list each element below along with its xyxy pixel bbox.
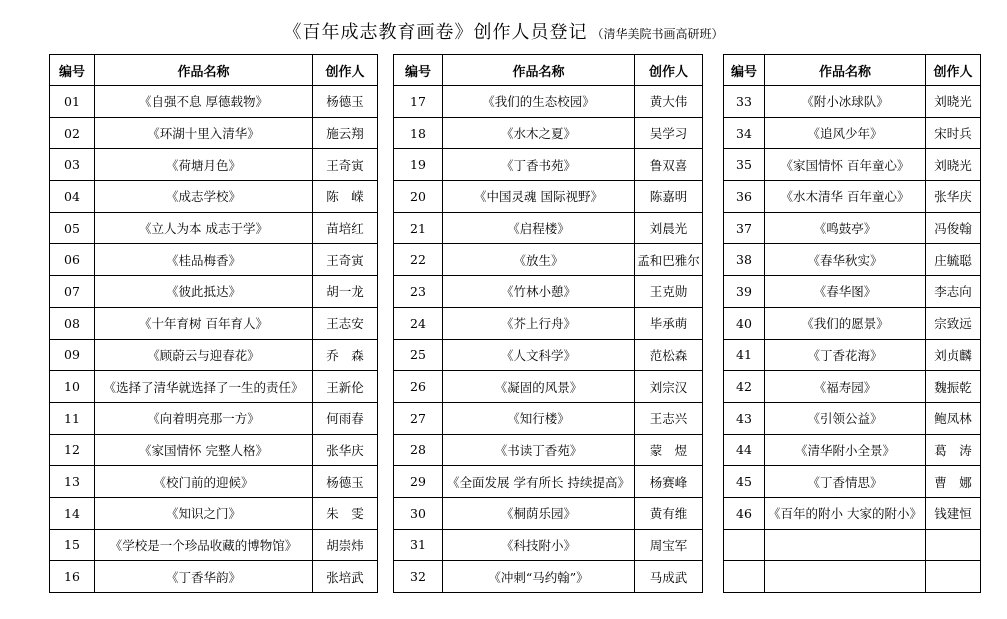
cell-work: 《书读丁香苑》 <box>443 434 635 466</box>
cell-author: 张华庆 <box>926 181 981 213</box>
cell-work: 《向着明亮那一方》 <box>95 402 313 434</box>
title-main: 《百年成志教育画卷》创作人员登记 <box>283 22 588 43</box>
cell-work: 《水木清华 百年童心》 <box>765 181 926 213</box>
table-row <box>724 149 981 181</box>
cell-no: 33 <box>724 86 765 118</box>
cell-work: 《选择了清华就选择了一生的责任》 <box>95 371 313 403</box>
cell-author: 杨赛峰 <box>635 466 703 498</box>
table-row <box>724 181 981 213</box>
table-row <box>50 434 378 466</box>
cell-work: 《竹林小憩》 <box>443 276 635 308</box>
table-row <box>50 149 378 181</box>
table-row <box>394 149 703 181</box>
table-row <box>50 497 378 529</box>
cell-author: 李志向 <box>926 276 981 308</box>
cell-no: 18 <box>394 117 443 149</box>
cell-no: 31 <box>394 529 443 561</box>
table-row <box>50 181 378 213</box>
cell-no: 17 <box>394 86 443 118</box>
cell-work: 《彼此抵达》 <box>95 276 313 308</box>
cell-author: 王奇寅 <box>313 244 378 276</box>
cell-work: 《荷塘月色》 <box>95 149 313 181</box>
table-row <box>394 181 703 213</box>
cell-work: 《春华秋实》 <box>765 244 926 276</box>
table-row <box>50 466 378 498</box>
table-row <box>50 117 378 149</box>
table-row <box>50 212 378 244</box>
cell-author <box>926 561 981 593</box>
cell-work: 《启程楼》 <box>443 212 635 244</box>
cell-work: 《丁香华韵》 <box>95 561 313 593</box>
cell-author: 刘晓光 <box>926 86 981 118</box>
cell-no: 05 <box>50 212 95 244</box>
cell-author: 黄大伟 <box>635 86 703 118</box>
header-work: 作品名称 <box>443 55 635 86</box>
cell-author: 张培武 <box>313 561 378 593</box>
table-row <box>50 561 378 593</box>
cell-author: 刘宗汉 <box>635 371 703 403</box>
cell-no: 12 <box>50 434 95 466</box>
table-row <box>724 276 981 308</box>
table-row <box>724 561 981 593</box>
cell-author: 鲁双喜 <box>635 149 703 181</box>
cell-author: 周宝军 <box>635 529 703 561</box>
cell-author: 张华庆 <box>313 434 378 466</box>
cell-no: 03 <box>50 149 95 181</box>
cell-work: 《顾蔚云与迎春花》 <box>95 339 313 371</box>
table-row <box>394 307 703 339</box>
header-no: 编号 <box>724 55 765 86</box>
table-row <box>724 402 981 434</box>
table-row <box>50 402 378 434</box>
table-row <box>724 86 981 118</box>
cell-no: 46 <box>724 497 765 529</box>
table-row <box>50 371 378 403</box>
cell-author: 宗致远 <box>926 307 981 339</box>
cell-author: 杨德玉 <box>313 86 378 118</box>
table-row <box>724 529 981 561</box>
cell-author: 黄有维 <box>635 497 703 529</box>
cell-author: 孟和巴雅尔 <box>635 244 703 276</box>
cell-work: 《环湖十里入清华》 <box>95 117 313 149</box>
page-title <box>0 18 1007 44</box>
registration-table-1 <box>49 54 378 593</box>
cell-author: 鲍凤林 <box>926 402 981 434</box>
table-row <box>50 86 378 118</box>
table-row <box>724 466 981 498</box>
cell-author: 陈 嵘 <box>313 181 378 213</box>
cell-author: 陈嘉明 <box>635 181 703 213</box>
cell-author: 朱 雯 <box>313 497 378 529</box>
cell-author: 胡崇炜 <box>313 529 378 561</box>
cell-work: 《自强不息 厚德载物》 <box>95 86 313 118</box>
cell-author: 范松森 <box>635 339 703 371</box>
cell-no: 43 <box>724 402 765 434</box>
cell-author: 冯俊翰 <box>926 212 981 244</box>
table-row <box>724 434 981 466</box>
cell-no: 19 <box>394 149 443 181</box>
cell-work: 《丁香情思》 <box>765 466 926 498</box>
table-row <box>394 529 703 561</box>
cell-no: 38 <box>724 244 765 276</box>
cell-no: 25 <box>394 339 443 371</box>
cell-no: 32 <box>394 561 443 593</box>
cell-work: 《十年育树 百年育人》 <box>95 307 313 339</box>
cell-author: 王志安 <box>313 307 378 339</box>
header-work: 作品名称 <box>765 55 926 86</box>
cell-work: 《水木之夏》 <box>443 117 635 149</box>
table-row <box>724 244 981 276</box>
cell-author: 刘晨光 <box>635 212 703 244</box>
cell-no <box>724 529 765 561</box>
registration-table-3 <box>723 54 981 593</box>
cell-work: 《丁香花海》 <box>765 339 926 371</box>
cell-author: 何雨春 <box>313 402 378 434</box>
title-subtitle: （清华美院书画高研班） <box>591 27 724 41</box>
cell-work: 《凝固的风景》 <box>443 371 635 403</box>
cell-no: 16 <box>50 561 95 593</box>
cell-work: 《校门前的迎候》 <box>95 466 313 498</box>
table-row <box>724 371 981 403</box>
cell-no: 15 <box>50 529 95 561</box>
cell-author: 吴学习 <box>635 117 703 149</box>
table-row <box>394 339 703 371</box>
cell-work: 《我们的生态校园》 <box>443 86 635 118</box>
table-row <box>724 497 981 529</box>
table-row <box>394 402 703 434</box>
cell-work: 《科技附小》 <box>443 529 635 561</box>
cell-author: 乔 森 <box>313 339 378 371</box>
cell-no: 04 <box>50 181 95 213</box>
cell-no: 45 <box>724 466 765 498</box>
cell-no: 20 <box>394 181 443 213</box>
cell-work: 《春华图》 <box>765 276 926 308</box>
cell-no: 35 <box>724 149 765 181</box>
cell-no: 09 <box>50 339 95 371</box>
cell-no: 10 <box>50 371 95 403</box>
cell-work: 《鸣鼓亭》 <box>765 212 926 244</box>
table-row <box>394 117 703 149</box>
cell-no: 30 <box>394 497 443 529</box>
header-row <box>394 55 703 86</box>
cell-author: 刘贞麟 <box>926 339 981 371</box>
table-row <box>394 434 703 466</box>
cell-no: 28 <box>394 434 443 466</box>
cell-no: 22 <box>394 244 443 276</box>
cell-work: 《知行楼》 <box>443 402 635 434</box>
cell-work: 《桐荫乐园》 <box>443 497 635 529</box>
cell-author: 王奇寅 <box>313 149 378 181</box>
header-no: 编号 <box>50 55 95 86</box>
cell-author: 王克勋 <box>635 276 703 308</box>
cell-no <box>724 561 765 593</box>
cell-author <box>926 529 981 561</box>
table-row <box>724 117 981 149</box>
cell-no: 44 <box>724 434 765 466</box>
header-author: 创作人 <box>313 55 378 86</box>
cell-work: 《成志学校》 <box>95 181 313 213</box>
cell-author: 蒙 煜 <box>635 434 703 466</box>
cell-no: 11 <box>50 402 95 434</box>
cell-author: 曹 娜 <box>926 466 981 498</box>
cell-work: 《全面发展 学有所长 持续提高》 <box>443 466 635 498</box>
cell-no: 42 <box>724 371 765 403</box>
header-row <box>50 55 378 86</box>
cell-no: 27 <box>394 402 443 434</box>
cell-author: 庄毓聪 <box>926 244 981 276</box>
cell-no: 40 <box>724 307 765 339</box>
table-row <box>394 561 703 593</box>
cell-work: 《桂品梅香》 <box>95 244 313 276</box>
table-row <box>394 466 703 498</box>
cell-work: 《人文科学》 <box>443 339 635 371</box>
cell-author: 宋时兵 <box>926 117 981 149</box>
table-row <box>50 339 378 371</box>
table-row <box>394 371 703 403</box>
cell-no: 26 <box>394 371 443 403</box>
cell-no: 21 <box>394 212 443 244</box>
cell-no: 13 <box>50 466 95 498</box>
registration-table-2 <box>393 54 703 593</box>
cell-no: 06 <box>50 244 95 276</box>
cell-author: 马成武 <box>635 561 703 593</box>
cell-author: 魏振乾 <box>926 371 981 403</box>
cell-work: 《丁香书苑》 <box>443 149 635 181</box>
cell-no: 36 <box>724 181 765 213</box>
table-row <box>50 529 378 561</box>
cell-author: 苗培红 <box>313 212 378 244</box>
cell-work: 《家国情怀 百年童心》 <box>765 149 926 181</box>
cell-work: 《家国情怀 完整人格》 <box>95 434 313 466</box>
cell-author: 王新伦 <box>313 371 378 403</box>
cell-work: 《附小冰球队》 <box>765 86 926 118</box>
table-row <box>724 307 981 339</box>
table-row <box>394 276 703 308</box>
cell-author: 钱建恒 <box>926 497 981 529</box>
cell-work: 《追风少年》 <box>765 117 926 149</box>
cell-work: 《清华附小全景》 <box>765 434 926 466</box>
cell-work <box>765 561 926 593</box>
table-row <box>394 244 703 276</box>
cell-work: 《芥上行舟》 <box>443 307 635 339</box>
cell-work: 《放生》 <box>443 244 635 276</box>
cell-no: 39 <box>724 276 765 308</box>
table-row <box>394 212 703 244</box>
cell-work: 《百年的附小 大家的附小》 <box>765 497 926 529</box>
header-work: 作品名称 <box>95 55 313 86</box>
table-row <box>724 212 981 244</box>
cell-no: 24 <box>394 307 443 339</box>
table-row <box>724 339 981 371</box>
cell-work: 《立人为本 成志于学》 <box>95 212 313 244</box>
cell-work: 《冲刺“马约翰”》 <box>443 561 635 593</box>
table-row <box>394 86 703 118</box>
cell-work: 《学校是一个珍品收藏的博物馆》 <box>95 529 313 561</box>
cell-author: 施云翔 <box>313 117 378 149</box>
cell-no: 01 <box>50 86 95 118</box>
cell-work: 《中国灵魂 国际视野》 <box>443 181 635 213</box>
cell-work: 《福寿园》 <box>765 371 926 403</box>
cell-work: 《知识之门》 <box>95 497 313 529</box>
cell-author: 胡一龙 <box>313 276 378 308</box>
header-author: 创作人 <box>635 55 703 86</box>
cell-author: 葛 涛 <box>926 434 981 466</box>
table-row <box>50 307 378 339</box>
cell-no: 23 <box>394 276 443 308</box>
header-row <box>724 55 981 86</box>
cell-work: 《引领公益》 <box>765 402 926 434</box>
table-row <box>50 276 378 308</box>
cell-author: 毕承萌 <box>635 307 703 339</box>
cell-no: 37 <box>724 212 765 244</box>
header-author: 创作人 <box>926 55 981 86</box>
cell-no: 14 <box>50 497 95 529</box>
cell-no: 07 <box>50 276 95 308</box>
table-row <box>394 497 703 529</box>
cell-no: 29 <box>394 466 443 498</box>
cell-author: 王志兴 <box>635 402 703 434</box>
cell-no: 41 <box>724 339 765 371</box>
cell-work <box>765 529 926 561</box>
cell-author: 杨德玉 <box>313 466 378 498</box>
table-row <box>50 244 378 276</box>
cell-no: 34 <box>724 117 765 149</box>
cell-no: 08 <box>50 307 95 339</box>
cell-work: 《我们的愿景》 <box>765 307 926 339</box>
cell-no: 02 <box>50 117 95 149</box>
cell-author: 刘晓光 <box>926 149 981 181</box>
header-no: 编号 <box>394 55 443 86</box>
